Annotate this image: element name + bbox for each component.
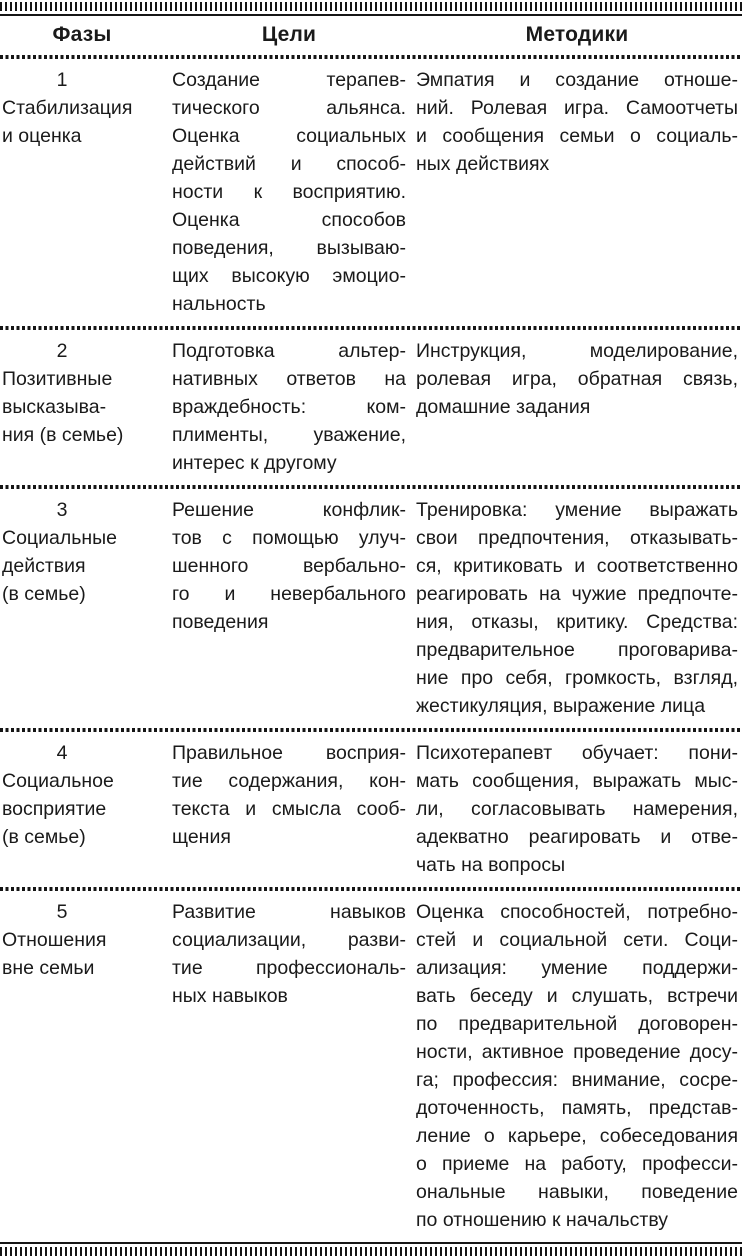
goals-cell: Создание терапев- тического альянса. Оценка социальных действий и способ- ности к восприятию. Оценка способов поведения, вызываю- щих высокую эмоцио- нальность [172, 69, 406, 315]
table-row [0, 732, 742, 887]
phase-number: 3 [56, 499, 68, 521]
phase-number: 4 [56, 742, 68, 764]
phase-name: Социальное восприятие (в семье) [2, 770, 114, 848]
goals-cell: Правильное восприя- тие содержания, кон- текста и смысла сооб- щения [172, 742, 406, 848]
table-header-row [0, 16, 742, 55]
column-header-methods: Методики [525, 23, 629, 46]
table-row [0, 891, 742, 1242]
phase-name: Позитивные высказыва- ния (в семье) [2, 368, 124, 446]
table-row [0, 59, 742, 326]
methods-cell: Эмпатия и создание отноше- ний. Ролевая игра. Самоотчеты и сообщения семьи о социаль- ных действиях [416, 69, 738, 175]
phase-cell [2, 739, 162, 879]
phase-number: 2 [56, 340, 68, 362]
methods-cell: Инструкция, моделирование, ролевая игра, обратная связь, домашние задания [416, 340, 738, 418]
table-bottom-bars-border [0, 1247, 742, 1256]
table-bottom-rule [0, 1242, 742, 1244]
phase-number: 1 [56, 69, 68, 91]
phase-number: 5 [56, 901, 68, 923]
column-header-goals: Цели [261, 23, 317, 46]
goals-cell: Решение конфлик- тов с помощью улуч- шенного вербально- го и невербального поведения [172, 499, 406, 633]
phase-cell [2, 898, 162, 1234]
phase-cell [2, 496, 162, 720]
phase-name: Стабилизация и оценка [2, 97, 133, 147]
phase-name: Отношения вне семьи [2, 929, 107, 979]
goals-cell: Подготовка альтер- нативных ответов на враждебность: ком- плименты, уважение, интерес к другому [172, 340, 406, 474]
table-row [0, 489, 742, 728]
phase-name: Социальные действия (в семье) [2, 527, 118, 605]
methods-cell: Оценка способностей, потребно- стей и социальной сети. Соци- ализация: умение поддержи- вать беседу и слушать, встречи по предварительной договорен- ности, активное проведение досу- га; профессия: внимание, сосре- доточенность, память, представ- ление о карьере, собеседования о приеме на работу, професси- ональные навыки, поведение по отношению к начальству [416, 901, 738, 1231]
table-row [0, 330, 742, 485]
methods-cell: Психотерапевт обучает: пони- мать сообщения, выражать мыс- ли, согласовывать намерения, адекватно реагировать и отве- чать на вопросы [416, 742, 738, 876]
column-header-phases: Фазы [52, 23, 112, 46]
methods-cell: Тренировка: умение выражать свои предпочтения, отказывать- ся, критиковать и соответственно реагировать на чужие предпочте- ния, отказы, критику. Средства: предварительное проговарива- ние про себя, громкость, взгляд, жестикуляция, выражение лица [416, 499, 738, 717]
phase-cell [2, 337, 162, 477]
goals-cell: Развитие навыков социализации, разви- тие профессиональ- ных навыков [172, 901, 406, 1007]
phase-cell [2, 66, 162, 318]
table-top-bars-border [0, 2, 742, 11]
